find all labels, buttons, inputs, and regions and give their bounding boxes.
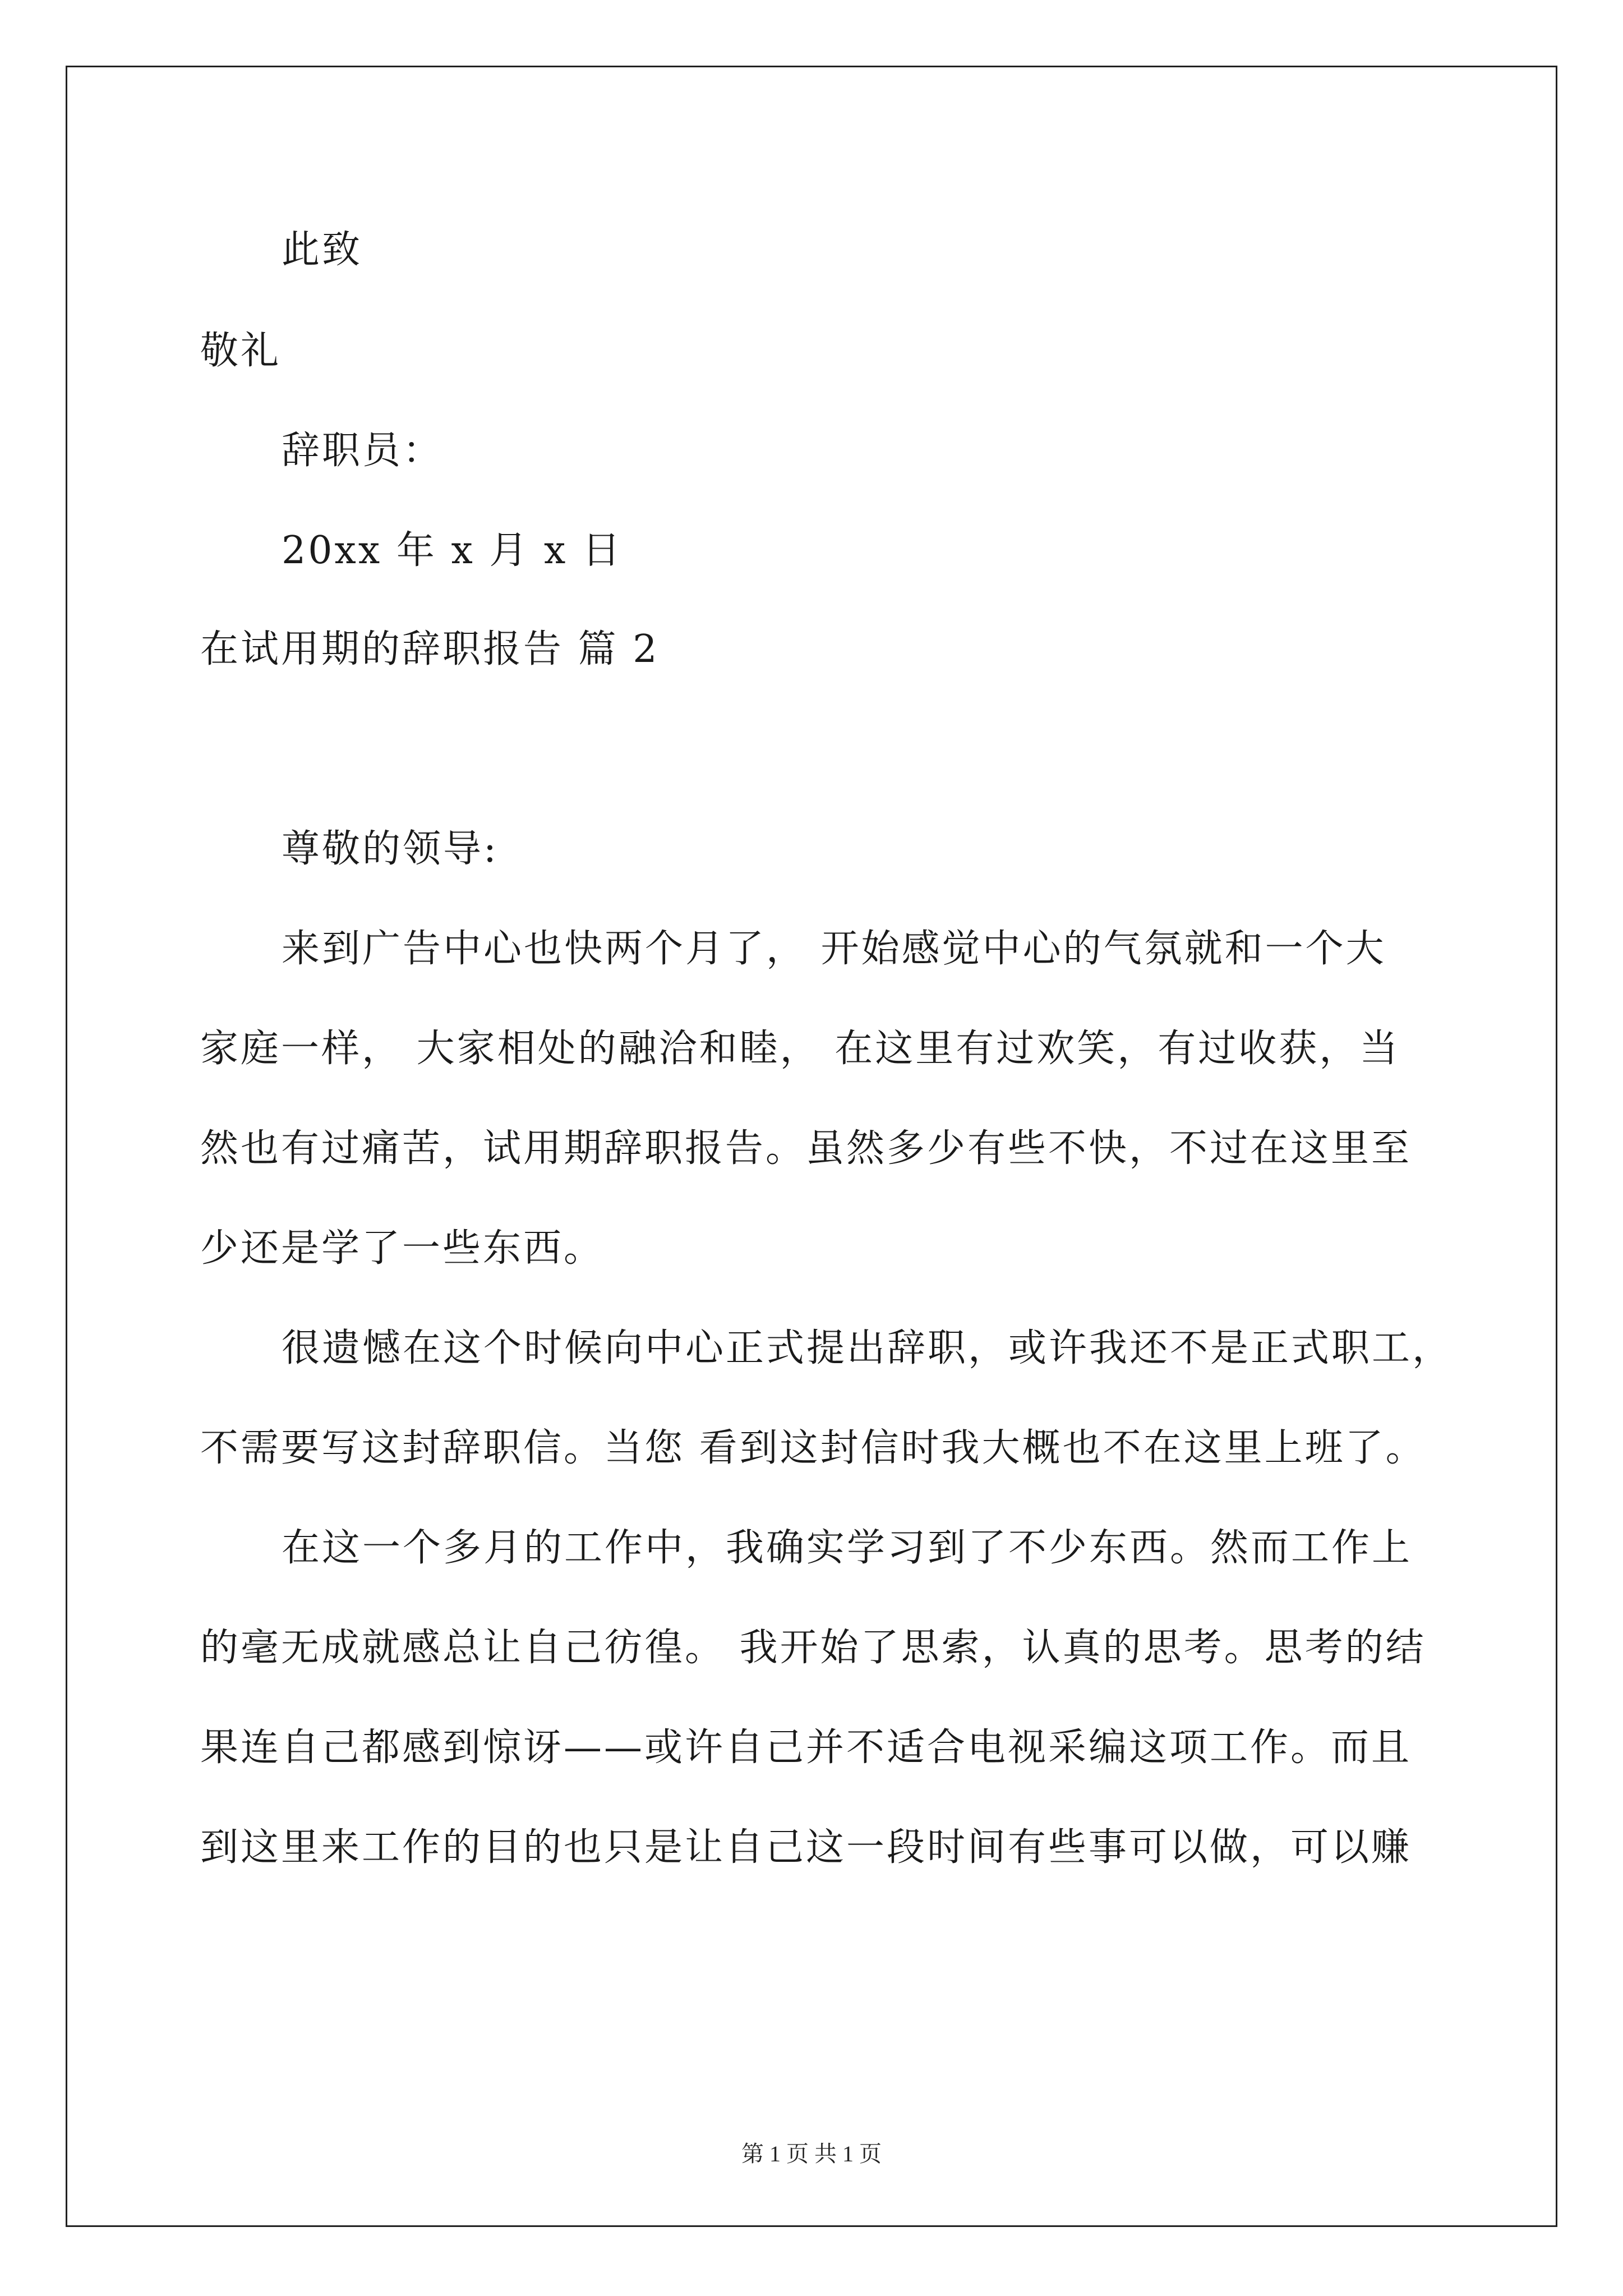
page-footer: 第 1 页 共 1 页 xyxy=(741,2141,882,2166)
paragraph-line: 家庭一样， 大家相处的融洽和睦， 在这里有过欢笑，有过收获，当 xyxy=(200,1027,1400,1071)
paragraph-line: 在这一个多月的工作中，我确实学习到了不少东西。然而工作上 xyxy=(282,1526,1413,1570)
greeting-line: 尊敬的领导: xyxy=(282,827,499,871)
paragraph-line: 不需要写这封辞职信。当您 看到这封信时我大概也不在这里上班了。 xyxy=(200,1426,1426,1470)
paragraph-line: 来到广告中心也快两个月了， 开始感觉中心的气氛就和一个大 xyxy=(282,927,1386,971)
paragraph-line: 很遗憾在这个时候向中心正式提出辞职，或许我还不是正式职工， xyxy=(282,1326,1453,1370)
paragraph-line: 的毫无成就感总让自己彷徨。 我开始了思索，认真的思考。思考的结 xyxy=(200,1626,1426,1670)
closing-line: 此致 xyxy=(282,228,363,272)
signature-line: 辞职员： xyxy=(282,429,444,473)
date-line: 20xx 年 x 月 x 日 xyxy=(282,528,623,573)
paragraph-line: 少还是学了一些东西。 xyxy=(200,1226,605,1271)
paragraph-line: 果连自己都感到惊讶——或许自己并不适合电视采编这项工作。而且 xyxy=(200,1726,1412,1770)
salutation-closing-line: 敬礼 xyxy=(200,329,282,373)
paragraph-line: 到这里来工作的目的也只是让自己这一段时间有些事可以做，可以赚 xyxy=(200,1825,1412,1870)
paragraph-line: 然也有过痛苦，试用期辞职报告。虽然多少有些不快，不过在这里至 xyxy=(200,1126,1412,1171)
section-title: 在试用期的辞职报告 篇 2 xyxy=(200,627,660,671)
